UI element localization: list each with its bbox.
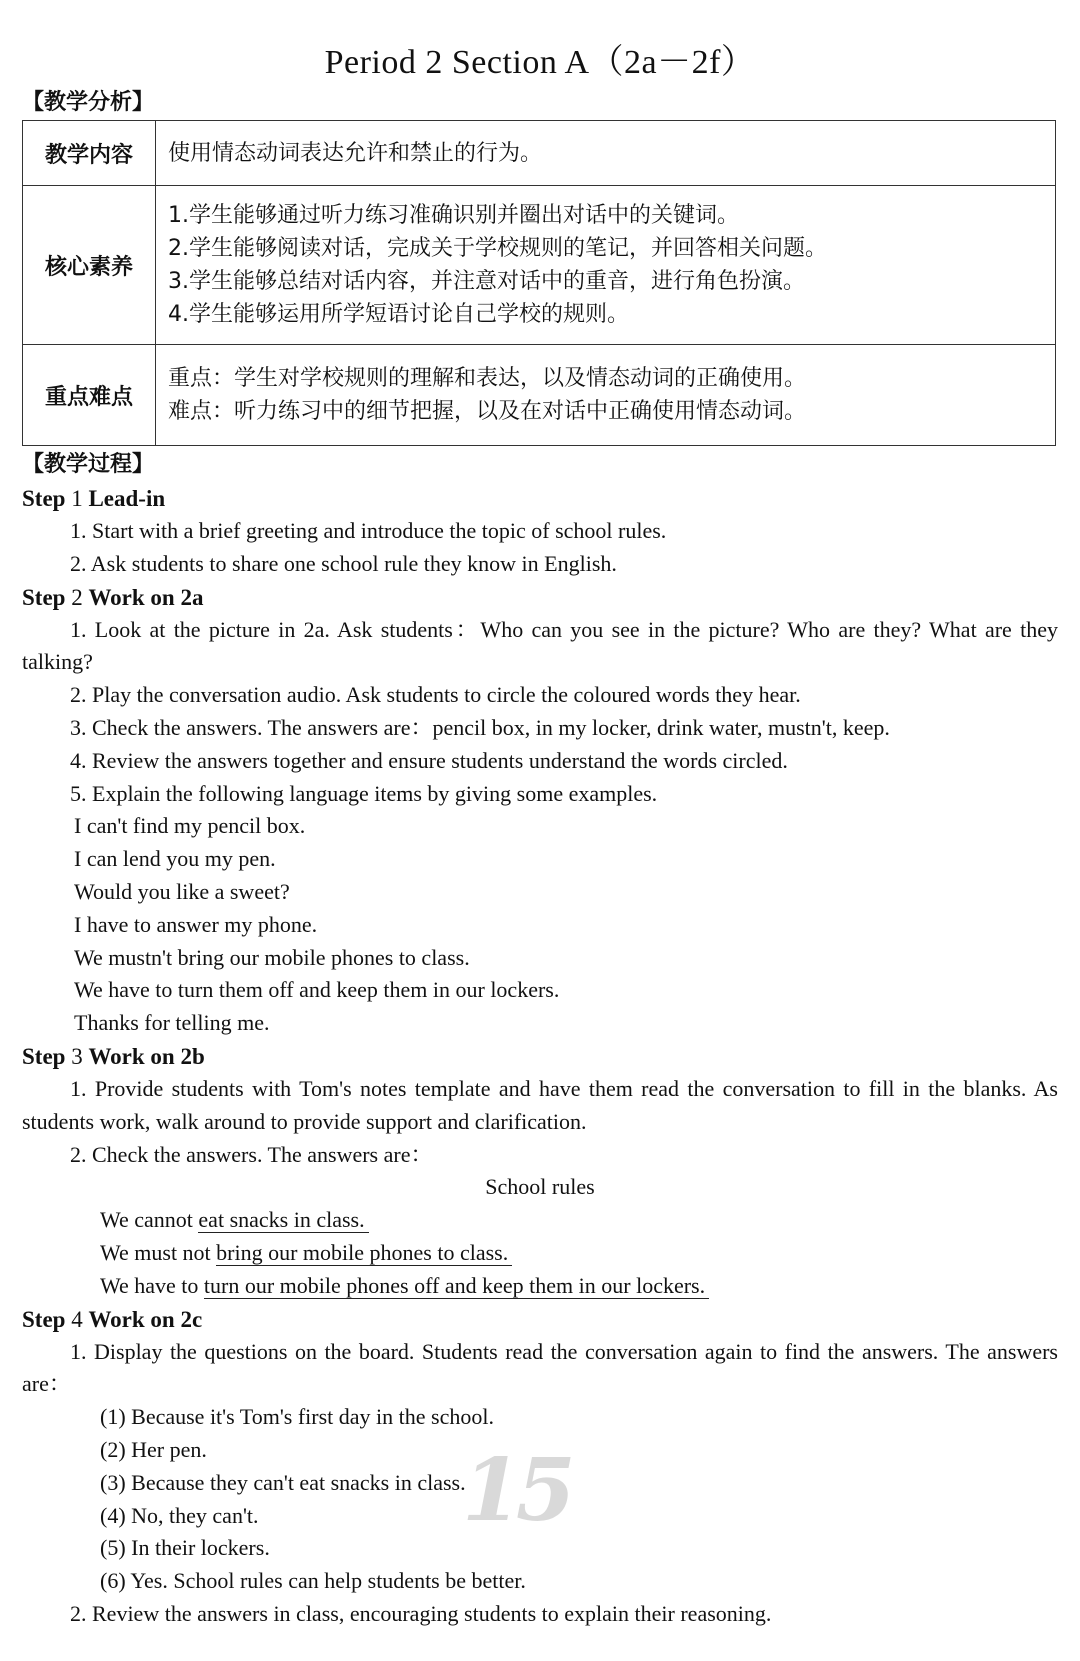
step-3-heading (22, 1040, 1058, 1073)
row-content (156, 345, 1056, 446)
step-number: 3 (65, 1043, 89, 1069)
step-title: Lead-in (88, 486, 166, 511)
step-prefix: Step (22, 584, 66, 610)
content-line: 4.学生能够运用所学短语讨论自己学校的规则。 (168, 302, 629, 327)
step-4-heading (22, 1303, 1058, 1336)
step-item: 1. Display the questions on the board. Students read the conversation again to find the answers. The answers are： (22, 1338, 1058, 1397)
rule-answer: turn our mobile phones off and keep them in our lockers. (204, 1273, 709, 1299)
table-row (23, 186, 1056, 345)
step-item: 5. Explain the following language items by giving some examples. (70, 780, 658, 806)
step-prefix: Step (22, 486, 66, 511)
content-line: 难点：听力练习中的细节把握，以及在对话中正确使用情态动词。 (168, 399, 807, 424)
row-label: 核心素养 (23, 186, 156, 345)
page-number: 15 (462, 1440, 570, 1541)
analysis-table (22, 120, 1056, 446)
rule-answer: eat snacks in class. (198, 1207, 368, 1233)
content-line: 3.学生能够总结对话内容，并注意对话中的重音，进行角色扮演。 (168, 269, 805, 294)
example-sentence: Thanks for telling me. (74, 1010, 270, 1036)
answer-item: (5) In their lockers. (100, 1535, 270, 1561)
rule-lead: We must not (100, 1239, 217, 1265)
content-line: 1.学生能够通过听力练习准确识别并圈出对话中的关键词。 (168, 203, 739, 228)
step-2-heading (22, 581, 1058, 614)
page-title: Period 2 Section A（2a－2f） (324, 44, 756, 81)
rule-answer: bring our mobile phones to class. (216, 1240, 512, 1266)
step-prefix: Step (22, 1306, 66, 1332)
answer-item: (6) Yes. School rules can help students be better. (100, 1568, 526, 1594)
content-line: 使用情态动词表达允许和禁止的行为。 (168, 140, 543, 166)
step-item: 2. Check the answers. The answers are： (70, 1141, 433, 1167)
step-title: Work on 2c (88, 1306, 203, 1332)
step-number: 1 (65, 486, 89, 511)
rule-line (22, 1237, 1058, 1270)
step-item: 2. Play the conversation audio. Ask students to circle the coloured words they hear. (70, 682, 801, 708)
answer-item: (4) No, they can't. (100, 1502, 259, 1528)
step-item: 4. Review the answers together and ensure students understand the words circled. (70, 747, 788, 773)
table-row (23, 345, 1056, 446)
analysis-heading: 【教学分析】 (22, 90, 155, 115)
row-label: 教学内容 (23, 121, 156, 186)
step-item: 3. Check the answers. The answers are：pencil box, in my locker, drink water, mustn't, keep. (70, 714, 890, 740)
step-1-heading (22, 482, 1058, 515)
example-sentence: Would you like a sweet? (74, 878, 290, 904)
process-heading: 【教学过程】 (22, 452, 155, 477)
rules-title: School rules (485, 1174, 595, 1200)
step-number: 4 (65, 1306, 89, 1332)
example-sentence: We have to turn them off and keep them in our lockers. (74, 977, 560, 1003)
answer-item: (1) Because it's Tom's first day in the school. (100, 1404, 494, 1430)
example-sentence: I have to answer my phone. (74, 911, 318, 937)
row-content (156, 186, 1056, 345)
step-title: Work on 2a (88, 584, 204, 610)
document-page (22, 0, 1058, 1631)
step-title: Work on 2b (88, 1043, 205, 1069)
rule-lead: We have to (100, 1272, 204, 1298)
answer-item: (2) Her pen. (100, 1436, 207, 1462)
step-number: 2 (65, 584, 89, 610)
rule-lead: We cannot (100, 1207, 199, 1233)
step-item: 2. Ask students to share one school rule they know in English. (70, 550, 617, 576)
example-sentence: I can't find my pencil box. (74, 813, 306, 839)
rule-line (22, 1270, 1058, 1303)
row-content (156, 121, 1056, 186)
step-item: 1. Start with a brief greeting and introduce the topic of school rules. (70, 518, 667, 543)
step-item: 1. Provide students with Tom's notes template and have them read the conversation to fill in the blanks. As students work, walk around to provide support and clarification. (22, 1075, 1058, 1134)
content-line: 2.学生能够阅读对话，完成关于学校规则的笔记，并回答相关问题。 (168, 236, 827, 261)
example-sentence: We mustn't bring our mobile phones to class. (74, 944, 470, 970)
answer-item: (3) Because they can't eat snacks in class. (100, 1469, 466, 1495)
table-row (23, 121, 1056, 186)
content-line: 重点：学生对学校规则的理解和表达，以及情态动词的正确使用。 (168, 366, 807, 391)
step-item: 2. Review the answers in class, encouraging students to explain their reasoning. (70, 1600, 772, 1626)
rule-line (22, 1204, 1058, 1237)
example-sentence: I can lend you my pen. (74, 846, 276, 872)
step-item: 1. Look at the picture in 2a. Ask students：Who can you see in the picture? Who are they? What are they talking? (22, 616, 1058, 675)
row-label: 重点难点 (23, 345, 156, 446)
step-prefix: Step (22, 1043, 66, 1069)
